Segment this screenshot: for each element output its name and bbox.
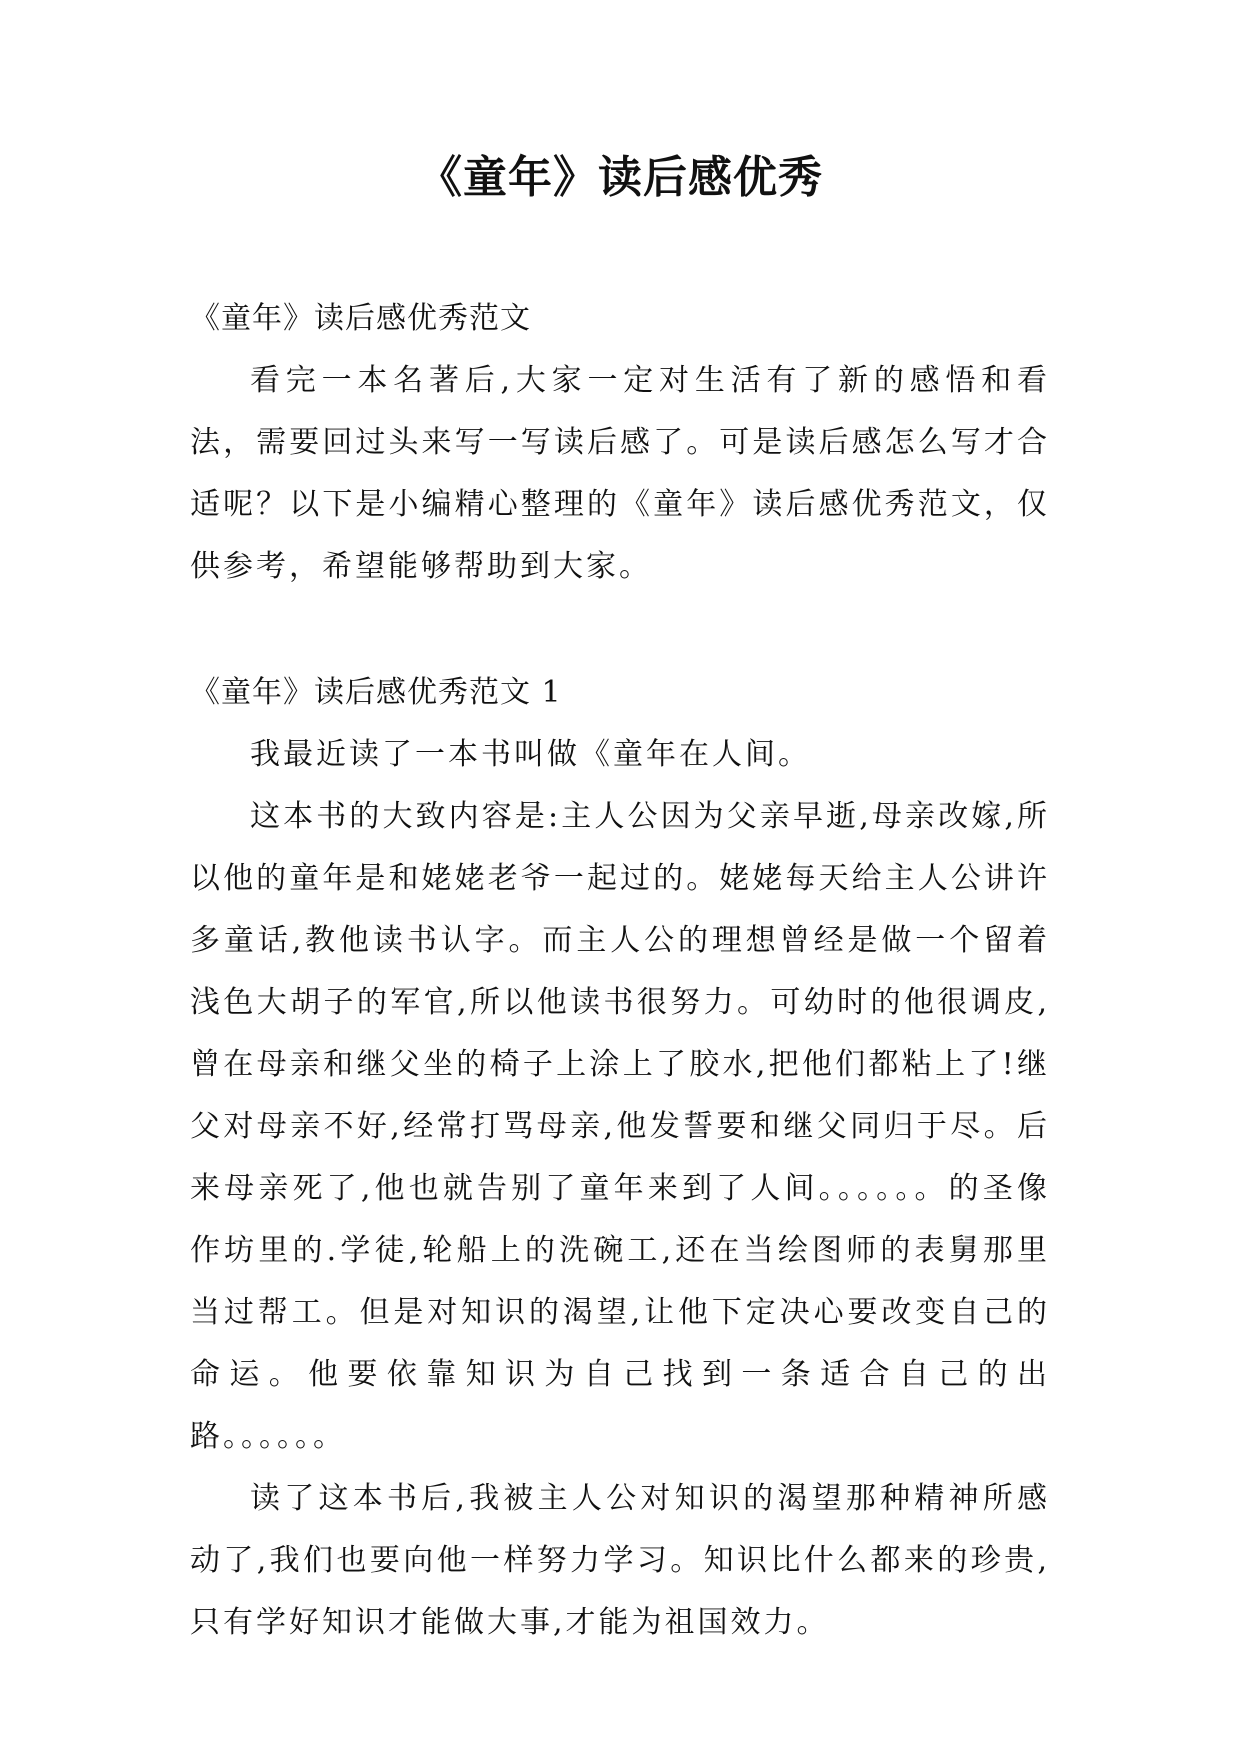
section-spacer	[190, 598, 1050, 662]
intro-paragraph: 看完一本名著后,大家一定对生活有了新的感悟和看法，需要回过头来写一写读后感了。可是读后感怎么写才合适呢？以下是小编精心整理的《童年》读后感优秀范文，仅供参考，希望能够帮助到大家。	[190, 363, 1050, 584]
intro-heading: 《童年》读后感优秀范文	[190, 301, 531, 336]
document-title: 《童年》读后感优秀	[418, 152, 823, 203]
section1-heading: 《童年》读后感优秀范文 1	[190, 675, 562, 710]
section1-paragraph-3: 读了这本书后,我被主人公对知识的渴望那种精神所感动了,我们也要向他一样努力学习。知识比什么都来的珍贵,只有学好知识才能做大事,才能为祖国效力。	[190, 1481, 1050, 1640]
section1-paragraph-1: 我最近读了一本书叫做《童年在人间。	[250, 737, 811, 772]
document-body	[190, 288, 1050, 1654]
section1-paragraph-2: 这本书的大致内容是:主人公因为父亲早逝,母亲改嫁,所以他的童年是和姥姥老爷一起过的。姥姥每天给主人公讲许多童话,教他读书认字。而主人公的理想曾经是做一个留着浅色大胡子的军官,所以他读书很努力。可幼时的他很调皮,曾在母亲和继父坐的椅子上涂上了胶水,把他们都粘上了!继父对母亲不好,经常打骂母亲,他发誓要和继父同归于尽。后来母亲死了,他也就告别了童年来到了人间。。。。。。的圣像作坊里的.学徒,轮船上的洗碗工,还在当绘图师的表舅那里当过帮工。但是对知识的渴望,让他下定决心要改变自己的命运。他要依靠知识为自己找到一条适合自己的出路。。。。。。	[190, 799, 1050, 1454]
